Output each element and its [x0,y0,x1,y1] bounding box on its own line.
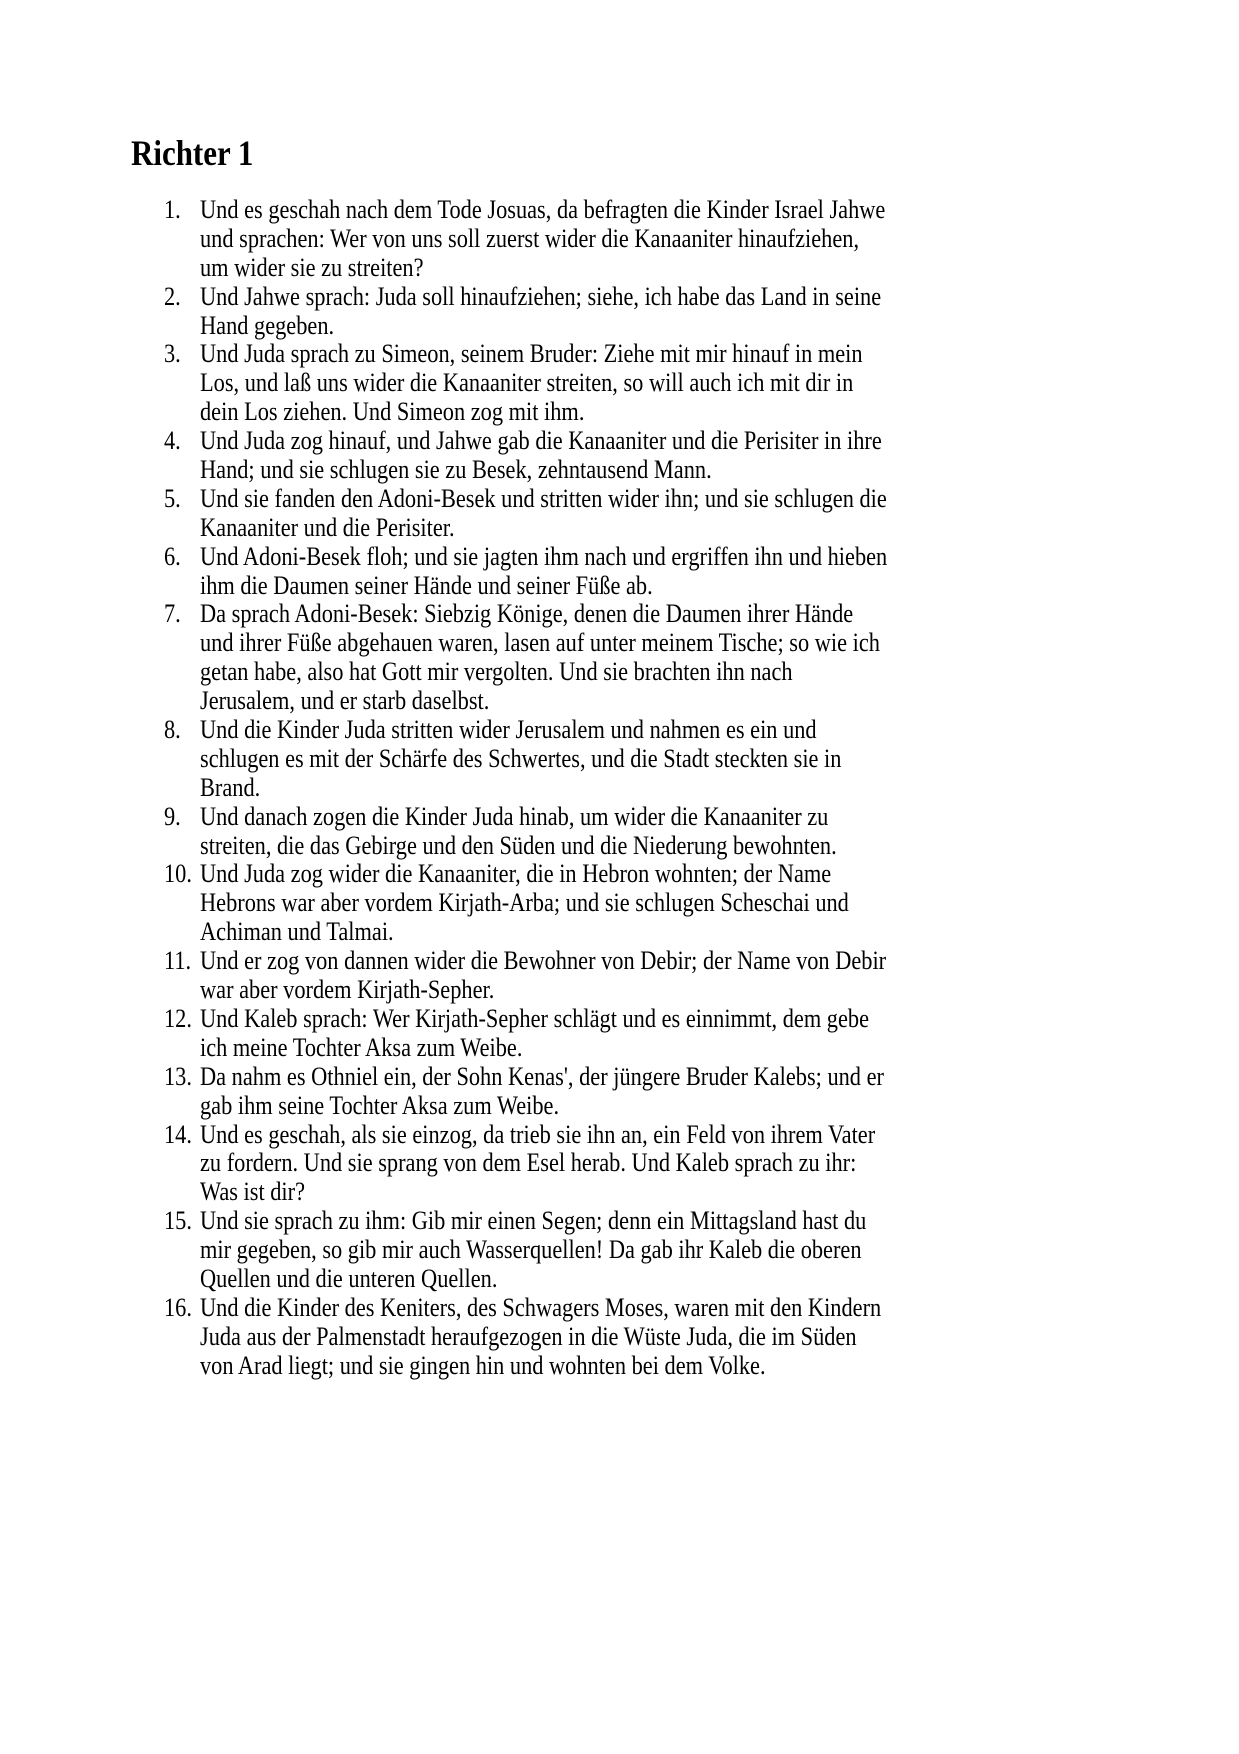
verse-line [0,889,1239,918]
verse-line [0,1034,1239,1063]
verse-line [0,860,1239,889]
verse-text: Kanaaniter und die Perisiter. [200,512,455,542]
verse-line [0,254,1239,283]
verse-line [0,514,1239,543]
verse-text: Und Adoni-Besek floh; und sie jagten ihm nach und ergriffen ihn und hieben [200,541,888,571]
verse-line [0,1121,1239,1150]
verse-text: um wider sie zu streiten? [200,252,424,282]
verse-line [0,369,1239,398]
verse-item [0,340,1239,427]
verse-line [0,716,1239,745]
verse-text: Jerusalem, und er starb daselbst. [200,686,490,716]
verse-number: 5. [164,483,181,513]
verse-text: Achiman und Talmai. [200,917,394,947]
verse-number: 9. [164,801,181,831]
verse-text: Los, und laß uns wider die Kanaaniter streiten, so will auch ich mit dir in [200,368,854,398]
verse-line [0,196,1239,225]
verse-item [0,1207,1239,1294]
verse-line [0,803,1239,832]
verse-text: Da sprach Adoni-Besek: Siebzig Könige, denen die Daumen ihrer Hände [200,599,854,629]
verse-line [0,1005,1239,1034]
verse-text: Und Juda sprach zu Simeon, seinem Bruder: Ziehe mit mir hinauf in mein [200,339,863,369]
verse-text: Und Juda zog hinauf, und Jahwe gab die Kanaaniter und die Perisiter in ihre [200,426,882,456]
verse-line [0,427,1239,456]
verse-number: 6. [164,541,181,571]
verse-line [0,572,1239,601]
verse-text: ihm die Daumen seiner Hände und seiner Füße ab. [200,570,653,600]
verse-number: 8. [164,715,181,745]
verse-text: Und es geschah nach dem Tode Josuas, da befragten die Kinder Israel Jahwe [200,195,886,224]
verse-text: ich meine Tochter Aksa zum Weibe. [200,1032,523,1062]
verse-line [0,485,1239,514]
verse-line [0,1207,1239,1236]
verse-text: Und sie sprach zu ihm: Gib mir einen Segen; denn ein Mittagsland hast du [200,1206,867,1236]
verse-line [0,629,1239,658]
verse-text: und ihrer Füße abgehauen waren, lasen auf unter meinem Tische; so wie ich [200,628,880,658]
verse-text: Hebrons war aber vordem Kirjath-Arba; und sie schlugen Scheschai und [200,888,849,918]
verse-number: 2. [164,281,181,311]
verse-text: Brand. [200,772,261,802]
verse-line [0,658,1239,687]
verse-text: zu fordern. Und sie sprang von dem Esel herab. Und Kaleb sprach zu ihr: [200,1148,857,1178]
verse-line [0,745,1239,774]
chapter-heading: Richter 1 [131,133,254,173]
verse-line [0,1092,1239,1121]
verse-text: dein Los ziehen. Und Simeon zog mit ihm. [200,397,585,427]
verse-item [0,1063,1239,1121]
verse-line [0,456,1239,485]
verse-number: 13. [164,1061,192,1091]
verse-number: 3. [164,339,181,369]
verse-item [0,947,1239,1005]
verse-text: schlugen es mit der Schärfe des Schwertes, und die Stadt steckten sie in [200,743,842,773]
verse-text: Hand gegeben. [200,310,335,340]
verse-text: gab ihm seine Tochter Aksa zum Weibe. [200,1090,560,1120]
verse-text: Und sie fanden den Adoni-Besek und stritten wider ihn; und sie schlugen die [200,483,887,513]
verse-text: von Arad liegt; und sie gingen hin und wohnten bei dem Volke. [200,1350,766,1380]
verse-line [0,1236,1239,1265]
verse-line [0,1323,1239,1352]
verse-item [0,196,1239,283]
verse-text: Und die Kinder des Keniters, des Schwagers Moses, waren mit den Kindern [200,1292,882,1322]
verse-line [0,543,1239,572]
verse-text: Und Kaleb sprach: Wer Kirjath-Sepher schlägt und es einnimmt, dem gebe [200,1003,870,1033]
verse-line [0,283,1239,312]
verse-text: getan habe, also hat Gott mir vergolten. Und sie brachten ihn nach [200,657,793,687]
verse-item [0,860,1239,947]
verse-line [0,398,1239,427]
verse-item [0,283,1239,341]
verse-item [0,543,1239,601]
verse-text: Da nahm es Othniel ein, der Sohn Kenas', der jüngere Bruder Kalebs; und er [200,1061,884,1091]
verse-item [0,1121,1239,1208]
verse-number: 10. [164,859,192,889]
verse-text: Und die Kinder Juda stritten wider Jerusalem und nahmen es ein und [200,715,817,745]
verse-text: mir gegeben, so gib mir auch Wasserquellen! Da gab ihr Kaleb die oberen [200,1235,862,1265]
verse-item [0,1294,1239,1381]
verse-item [0,485,1239,543]
verse-number: 4. [164,426,181,456]
verse-number: 16. [164,1292,192,1322]
verse-line [0,947,1239,976]
verse-number: 7. [164,599,181,629]
verse-number: 14. [164,1119,192,1149]
verse-number: 11. [164,946,192,976]
verse-line [0,1265,1239,1294]
verse-line [0,1294,1239,1323]
verse-line [0,1149,1239,1178]
verse-text: Und danach zogen die Kinder Juda hinab, um wider die Kanaaniter zu [200,801,829,831]
verse-text: Hand; und sie schlugen sie zu Besek, zehntausend Mann. [200,455,712,485]
verse-line [0,976,1239,1005]
verse-line [0,1352,1239,1381]
verse-line [0,312,1239,341]
verse-text: Quellen und die unteren Quellen. [200,1263,498,1293]
verse-number: 1. [164,195,181,224]
verse-text: streiten, die das Gebirge und den Süden und die Niederung bewohnten. [200,830,837,860]
verse-line [0,774,1239,803]
verse-text: Juda aus der Palmenstadt heraufgezogen in die Wüste Juda, die im Süden [200,1321,857,1351]
verse-text: und sprachen: Wer von uns soll zuerst wider die Kanaaniter hinaufziehen, [200,223,860,253]
verse-text: Und es geschah, als sie einzog, da trieb sie ihn an, ein Feld von ihrem Vater [200,1119,876,1149]
verse-line [0,1063,1239,1092]
verse-line [0,918,1239,947]
verse-text: war aber vordem Kirjath-Sepher. [200,975,495,1005]
verse-text: Was ist dir? [200,1177,306,1207]
verse-list [0,196,1239,1381]
verse-line [0,832,1239,861]
verse-line [0,1178,1239,1207]
verse-text: Und Jahwe sprach: Juda soll hinaufziehen; siehe, ich habe das Land in seine [200,281,882,311]
verse-line [0,225,1239,254]
verse-number: 12. [164,1003,192,1033]
verse-item [0,600,1239,716]
verse-line [0,600,1239,629]
verse-text: Und er zog von dannen wider die Bewohner von Debir; der Name von Debir [200,946,887,976]
verse-line [0,340,1239,369]
verse-item [0,803,1239,861]
verse-number: 15. [164,1206,192,1236]
verse-text: Und Juda zog wider die Kanaaniter, die in Hebron wohnten; der Name [200,859,832,889]
verse-item [0,716,1239,803]
verse-item [0,427,1239,485]
verse-item [0,1005,1239,1063]
verse-line [0,687,1239,716]
